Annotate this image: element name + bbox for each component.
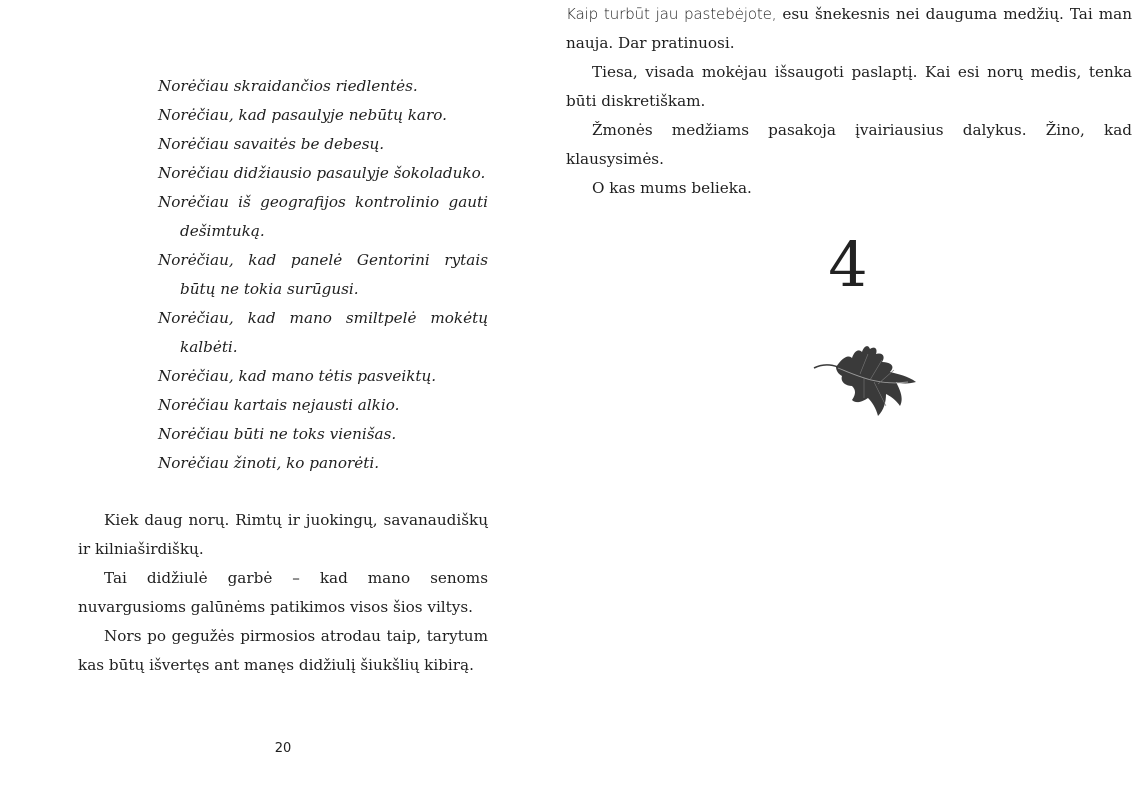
paragraph: O kas mums belieka. <box>592 179 752 197</box>
wish-line: Norėčiau, kad pasaulyje nebūtų karo. <box>158 106 447 124</box>
wish-line: Norėčiau didžiausio pasaulyje šokoladuko. <box>158 164 486 182</box>
wish-line: Norėčiau, kad mano tėtis pasveiktų. <box>158 367 437 385</box>
paragraph: Tiesa, visada mokėjau išsaugoti paslaptį. Kai esi norų medis, tenka būti diskretiškam. <box>566 63 1132 110</box>
opening-phrase: Kaip turbūt jau pastebėjote, <box>566 5 777 23</box>
wish-line: Norėčiau, kad mano smiltpelė mokėtų kalbėti. <box>158 309 488 356</box>
wish-list <box>158 72 488 478</box>
paragraph: Kiek daug norų. Rimtų ir juokingų, savanaudiškų ir kilniaširdiškų. <box>78 511 488 558</box>
chapter-number: 4 <box>828 228 868 301</box>
page-number: 20 <box>274 741 292 756</box>
wish-line: Norėčiau, kad panelė Gentorini rytais būtų ne tokia surūgusi. <box>158 251 488 298</box>
paragraph: Tai didžiulė garbė – kad mano senoms nuvargusioms galūnėms patikimos visos šios viltys. <box>78 569 488 616</box>
right-page-body <box>566 0 1132 801</box>
wish-line: Norėčiau skraidančios riedlentės. <box>158 77 418 95</box>
paragraph: Žmonės medžiams pasakoja įvairiausius dalykus. Žino, kad klausysimės. <box>566 121 1132 168</box>
wish-line: Norėčiau iš geografijos kontrolinio gauti dešimtuką. <box>158 193 488 240</box>
paragraph: Nors po gegužės pirmosios atrodau taip, tarytum kas būtų išvertęs ant manęs didžiulį šiukšlių kibirą. <box>78 627 488 674</box>
right-body-text <box>566 0 1132 203</box>
wish-line: Norėčiau būti ne toks vienišas. <box>158 425 397 443</box>
wish-line: Norėčiau savaitės be debesų. <box>158 135 385 153</box>
opening-paragraph <box>566 0 1132 58</box>
wish-line: Norėčiau žinoti, ko panorėti. <box>158 454 380 472</box>
left-body-text <box>78 506 488 680</box>
wish-line: Norėčiau kartais nejausti alkio. <box>158 396 400 414</box>
opening-rest: esu šnekesnis nei dauguma medžių. Tai man nauja. Dar pratinuosi. <box>566 5 1132 52</box>
